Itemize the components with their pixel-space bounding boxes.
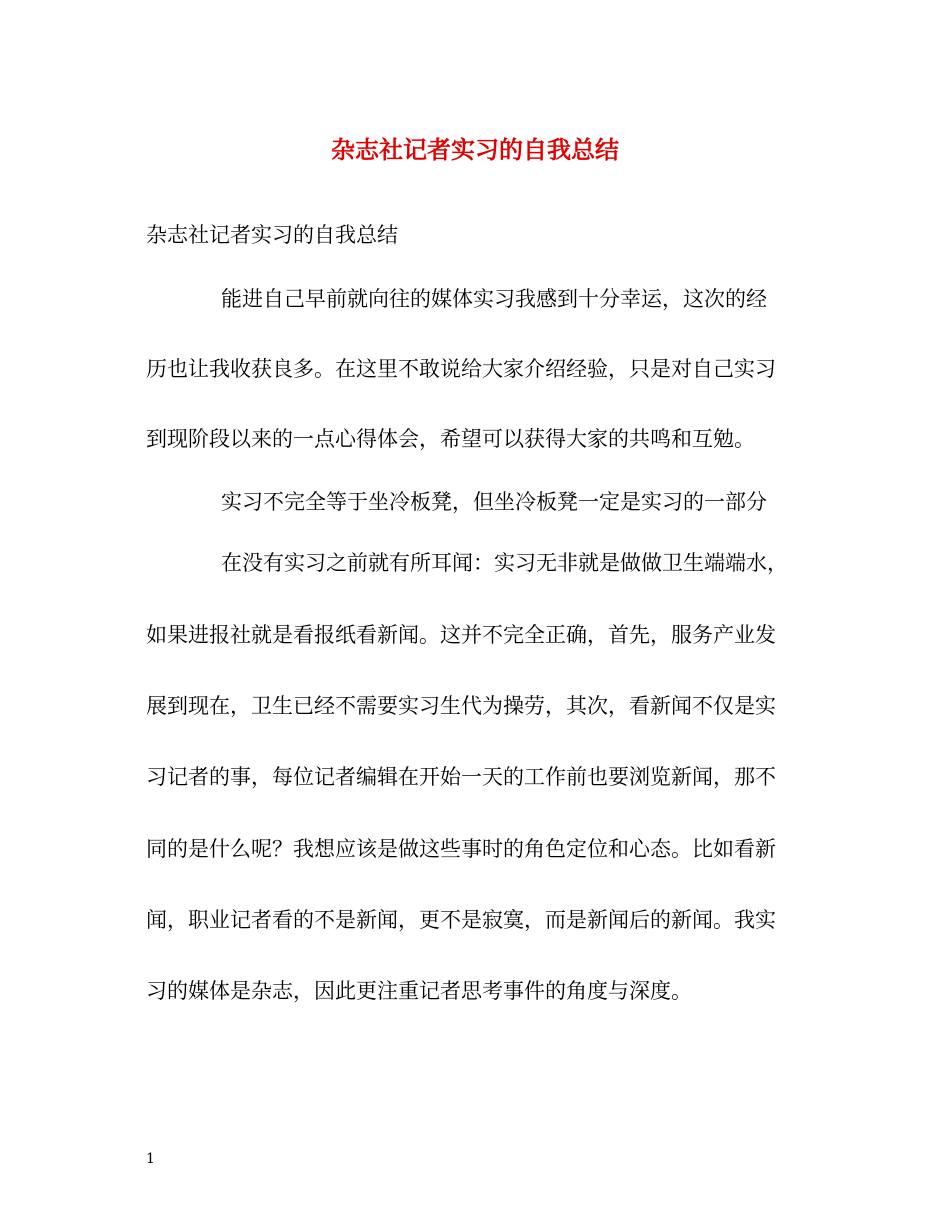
- paragraph-line: 如果进报社就是看报纸看新闻。这并不完全正确，首先，服务产业发: [146, 623, 776, 647]
- paragraph-line: 能进自己早前就向往的媒体实习我感到十分幸运，这次的经: [221, 287, 767, 311]
- page-title: 杂志社记者实习的自我总结: [331, 135, 619, 164]
- paragraph-line: 到现阶段以来的一点心得体会，希望可以获得大家的共鸣和互勉。: [146, 427, 755, 451]
- paragraph-line: 习的媒体是杂志，因此更注重记者思考事件的角度与深度。: [146, 979, 692, 1003]
- section-heading: 实习不完全等于坐冷板凳，但坐冷板凳一定是实习的一部分: [221, 490, 767, 514]
- paragraph-line: 历也让我收获良多。在这里不敢说给大家介绍经验，只是对自己实习: [146, 357, 776, 381]
- paragraph-line: 在没有实习之前就有所耳闻：实习无非就是做做卫生端端水，: [221, 551, 788, 575]
- paragraph-line: 展到现在，卫生已经不需要实习生代为操劳，其次，看新闻不仅是实: [146, 694, 776, 718]
- paragraph-line: 同的是什么呢？我想应该是做这些事时的角色定位和心态。比如看新: [146, 837, 776, 861]
- paragraph-line: 习记者的事，每位记者编辑在开始一天的工作前也要浏览新闻，那不: [146, 765, 776, 789]
- document-subheading: 杂志社记者实习的自我总结: [146, 223, 398, 247]
- page-number: 1: [146, 1151, 155, 1167]
- paragraph-line: 闻，职业记者看的不是新闻，更不是寂寞，而是新闻后的新闻。我实: [146, 908, 776, 932]
